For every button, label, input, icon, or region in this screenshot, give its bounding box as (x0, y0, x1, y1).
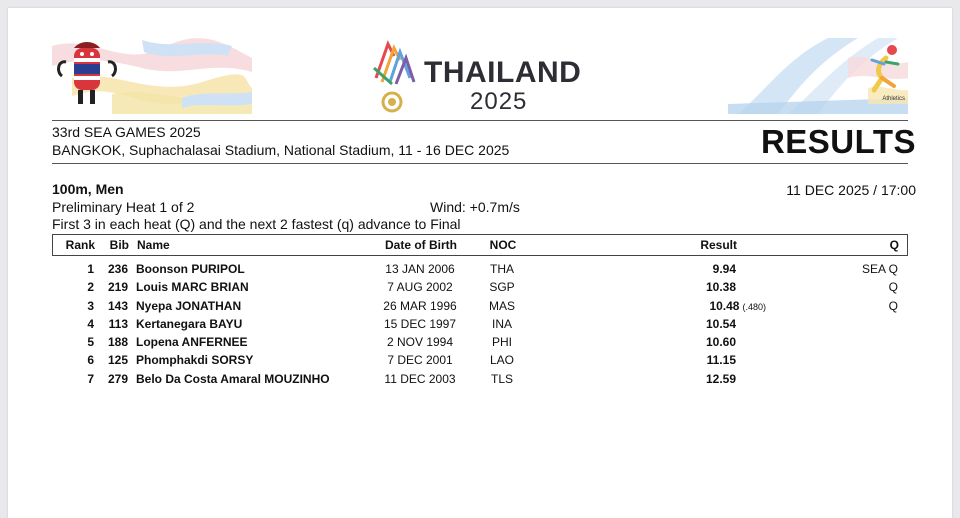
mascot-icon (52, 38, 124, 114)
row-q: Q (888, 298, 898, 313)
row-bib: 219 (107, 280, 128, 295)
row-name: Phomphakdi SORSY (136, 353, 254, 368)
row-result: 10.38 (705, 280, 736, 295)
row-bib: 279 (107, 371, 128, 386)
banner-left-artwork (52, 38, 252, 114)
row-q: Q (888, 280, 898, 295)
row-result-cell (612, 353, 736, 367)
row-name: Nyepa JONATHAN (136, 298, 242, 313)
col-dob: Date of Birth (385, 238, 457, 252)
row-result: 10.60 (705, 335, 736, 350)
row-name: Kertanegara BAYU (136, 316, 243, 331)
row-dob: 13 JAN 2006 (385, 262, 455, 276)
row-rank: 4 (87, 316, 94, 331)
reaction-time: (.480) (742, 301, 766, 312)
col-q: Q (889, 238, 899, 252)
row-bib: 113 (108, 316, 128, 331)
row-dob: 7 DEC 2001 (387, 353, 453, 368)
heat-label: Preliminary Heat 1 of 2 (52, 199, 195, 215)
row-name: Louis MARC BRIAN (136, 280, 249, 295)
row-result: 9.94 (712, 262, 736, 276)
event-datetime: 11 DEC 2025 / 17:00 (786, 182, 916, 198)
row-noc: LAO (489, 353, 514, 368)
row-result-cell (612, 317, 736, 331)
col-bib: Bib (109, 238, 129, 252)
athletics-runner-icon (856, 42, 906, 102)
row-noc: SGP (489, 280, 515, 295)
table-row (52, 299, 906, 317)
row-result: 10.54 (705, 316, 736, 331)
row-dob: 7 AUG 2002 (387, 280, 453, 295)
row-rank: 3 (87, 298, 94, 313)
games-name: 33rd SEA GAMES 2025 (52, 124, 201, 140)
row-result: 11.15 (706, 353, 736, 368)
brand-title: THAILAND (424, 56, 582, 89)
header-rule-top (52, 120, 908, 121)
advance-rule: First 3 in each heat (Q) and the next 2 fastest (q) advance to Final (52, 216, 461, 232)
row-dob: 15 DEC 1997 (383, 316, 457, 331)
table-row (52, 335, 906, 353)
row-result-cell (612, 262, 736, 276)
row-noc: TLS (490, 371, 513, 386)
col-noc: NOC (489, 238, 517, 252)
row-bib: 188 (107, 335, 128, 350)
row-result-cell (612, 372, 736, 386)
row-result: 12.59 (705, 371, 736, 386)
row-noc: INA (491, 316, 512, 331)
row-name: Boonson PURIPOL (136, 262, 245, 276)
row-bib: 125 (107, 353, 128, 368)
row-name: Belo Da Costa Amaral MOUZINHO (136, 371, 330, 386)
row-result-cell (612, 335, 736, 349)
row-noc: PHI (491, 335, 512, 350)
venue: BANGKOK, Suphachalasai Stadium, National Stadium, 11 - 16 DEC 2025 (52, 142, 510, 158)
row-q: SEA Q (861, 262, 898, 276)
brand-year: 2025 (470, 88, 528, 115)
wind-reading: Wind: +0.7m/s (430, 199, 520, 215)
results-table-header (52, 234, 908, 256)
row-dob: 2 NOV 1994 (386, 335, 454, 350)
row-noc: MAS (488, 298, 515, 313)
row-rank: 2 (87, 280, 94, 295)
row-dob: 11 DEC 2003 (384, 371, 456, 386)
row-bib: 236 (107, 262, 128, 276)
results-title: RESULTS (760, 123, 916, 160)
table-row (52, 353, 906, 371)
row-rank: 1 (87, 262, 94, 276)
row-result-cell (612, 299, 766, 313)
col-rank: Rank (65, 238, 95, 252)
row-rank: 7 (87, 371, 94, 386)
athletics-label: Athletics (882, 96, 905, 102)
row-noc: THA (490, 262, 514, 276)
table-row (52, 262, 906, 280)
col-result: Result (700, 238, 737, 252)
row-rank: 6 (87, 353, 94, 368)
table-row (52, 372, 906, 390)
results-table-body (52, 262, 906, 390)
table-row (52, 317, 906, 335)
event-name: 100m, Men (52, 181, 124, 197)
row-name: Lopena ANFERNEE (136, 335, 248, 350)
row-result-cell (612, 280, 736, 294)
row-result: 10.48 (709, 298, 740, 313)
table-row (52, 280, 906, 298)
header-rule-bottom (52, 163, 908, 164)
header-banner (52, 38, 908, 114)
sea-games-emblem (370, 38, 418, 114)
row-rank: 5 (87, 335, 94, 350)
row-dob: 26 MAR 1996 (383, 298, 457, 313)
col-name: Name (137, 238, 170, 252)
row-bib: 143 (107, 298, 128, 313)
banner-right-artwork (728, 38, 908, 114)
